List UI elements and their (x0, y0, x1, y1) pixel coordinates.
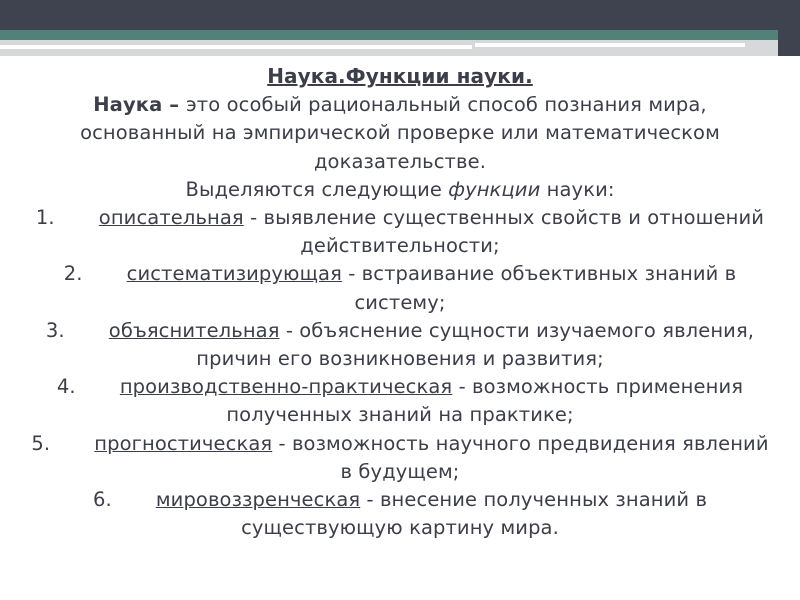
function-name: систематизирующая (126, 262, 342, 286)
function-description: - внесение полученных знаний в существующую картину мира. (241, 488, 708, 540)
intro-paragraph: Выделяются следующие функции науки: (185, 177, 615, 201)
function-item-1 (30, 204, 770, 260)
header-divider-left (0, 45, 472, 49)
function-description: - объяснение сущности изучаемого явления, причин его возникновения и развития; (196, 318, 755, 371)
header-teal-stripe (0, 30, 800, 40)
function-description: - выявление существенных свойств и отношений действительности; (243, 206, 765, 258)
slide-body (30, 62, 770, 542)
function-description: - возможность научного предвидения явлений в будущем; (272, 431, 769, 483)
function-item-3 (30, 317, 770, 373)
header-divider-right (475, 43, 745, 47)
function-number: 6. (92, 488, 112, 512)
header-dark-band (0, 0, 800, 30)
function-name: объяснительная (108, 318, 280, 342)
definition-paragraph (30, 91, 770, 176)
function-item-4 (30, 373, 770, 429)
function-name: описательная (98, 206, 244, 230)
function-number: 3. (45, 318, 65, 342)
definition-term: Наука (93, 93, 163, 117)
function-name: прогностическая (94, 431, 273, 455)
function-item-2 (30, 260, 770, 316)
function-item-6 (30, 486, 770, 542)
function-name: производственно-практическая (119, 375, 453, 399)
function-name: мировоззренческая (155, 488, 361, 512)
function-description: - возможность применения полученных знаний на практике; (226, 375, 744, 427)
function-item-5 (30, 430, 770, 486)
function-description: - встраивание объективных знаний в систему; (341, 262, 737, 314)
function-number: 1. (35, 206, 55, 230)
slide-title: Наука.Функции науки. (267, 64, 533, 88)
function-number: 5. (31, 431, 51, 455)
function-number: 4. (56, 375, 76, 399)
definition-text: это особый рациональный способ познания мира, основанный на эмпирической проверке или математическом доказательстве. (80, 93, 720, 173)
definition-dash: – (162, 93, 186, 117)
function-number: 2. (63, 262, 83, 286)
intro-emphasis: функции (448, 177, 541, 201)
header-corner-block (778, 0, 800, 56)
